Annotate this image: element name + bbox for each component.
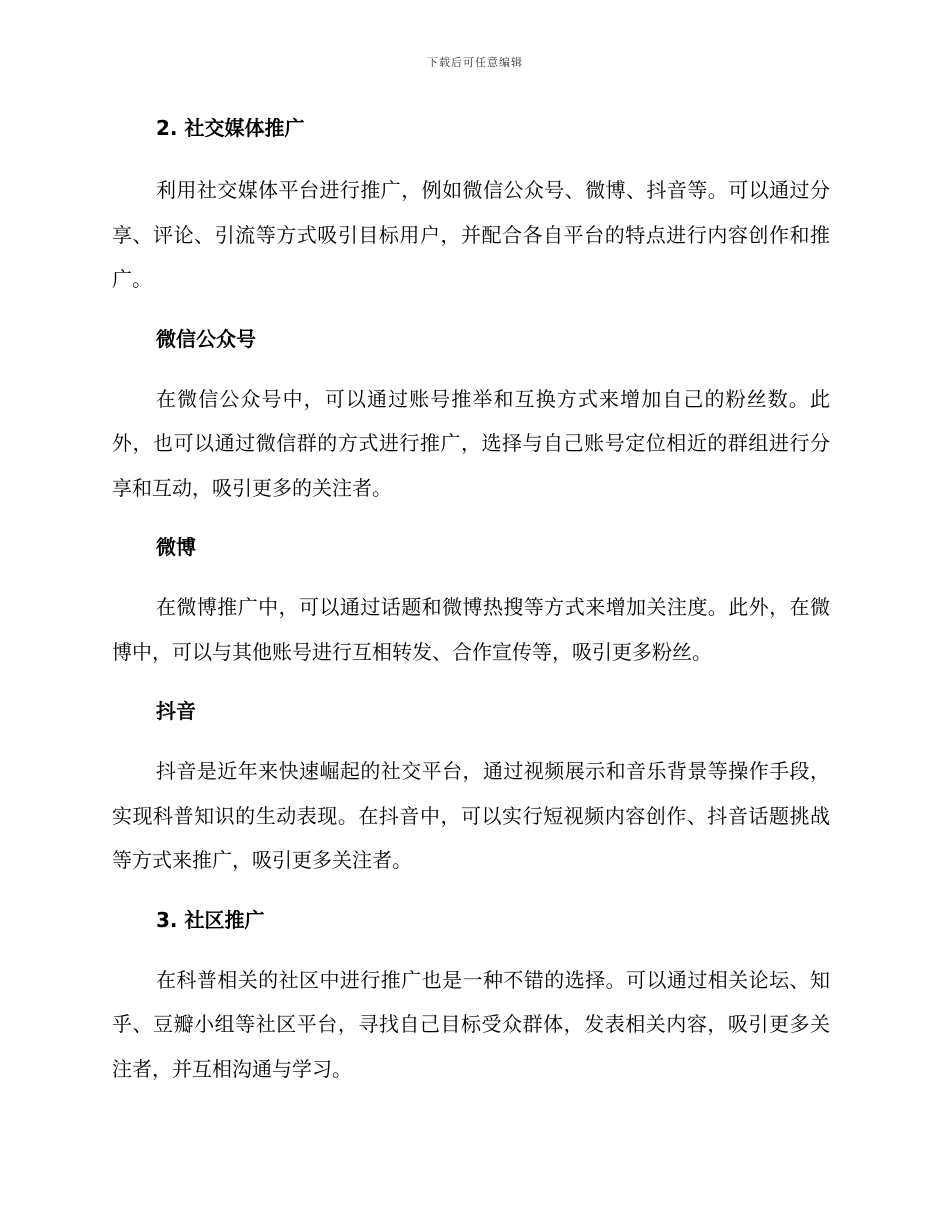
subheading-douyin: 抖音 [156, 699, 196, 723]
subheading-wechat: 微信公众号 [156, 326, 256, 351]
section-heading-social-media: 2. 社交媒体推广 [156, 116, 305, 140]
paragraph-weibo: 在微博推广中，可以通过话题和微博热搜等方式来增加关注度。此外，在微博中，可以与其他账号进行互相转发、合作宣传等，吸引更多粉丝。 [112, 595, 830, 664]
page-header: 下载后可任意编辑 [427, 56, 523, 69]
paragraph-social-media: 利用社交媒体平台进行推广，例如微信公众号、微博、抖音等。可以通过分享、评论、引流等方式吸引目标用户，并配合各自平台的特点进行内容创作和推广。 [112, 178, 830, 291]
section-heading-community: 3. 社区推广 [156, 907, 265, 932]
paragraph-douyin: 抖音是近年来快速崛起的社交平台，通过视频展示和音乐背景等操作手段，实现科普知识的生动表现。在抖音中，可以实行短视频内容创作、抖音话题挑战等方式来推广，吸引更多关注者。 [112, 759, 830, 872]
document-body [112, 112, 830, 1091]
subheading-weibo: 微博 [156, 535, 196, 559]
paragraph-wechat: 在微信公众号中，可以通过账号推举和互换方式来增加自己的粉丝数。此外，也可以通过微信群的方式进行推广，选择与自己账号定位相近的群组进行分享和互动，吸引更多的关注者。 [112, 386, 830, 500]
paragraph-community: 在科普相关的社区中进行推广也是一种不错的选择。可以通过相关论坛、知乎、豆瓣小组等社区平台，寻找自己目标受众群体，发表相关内容，吸引更多关注者，并互相沟通与学习。 [112, 967, 830, 1081]
